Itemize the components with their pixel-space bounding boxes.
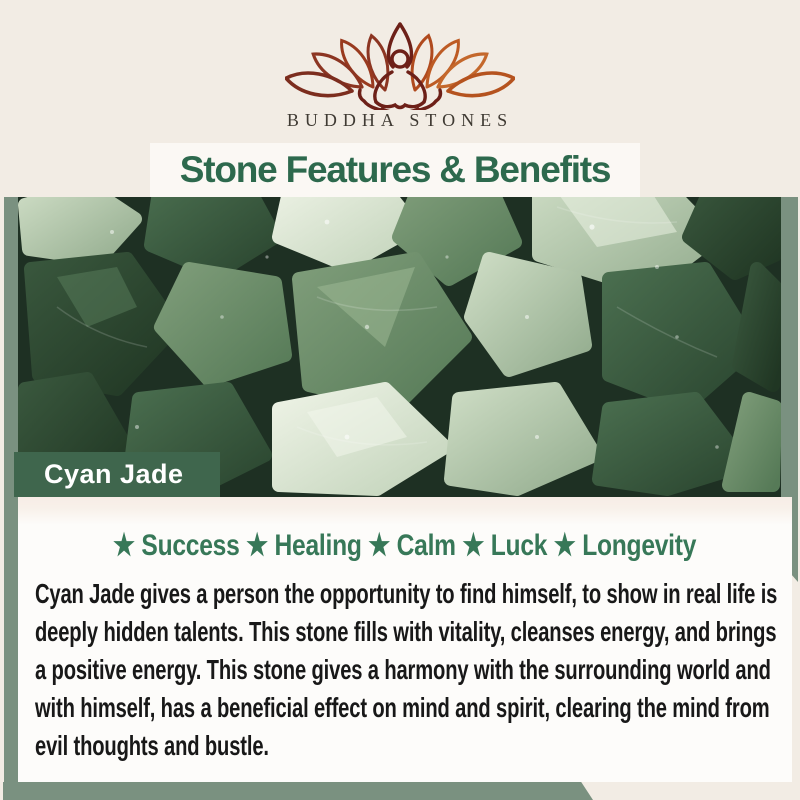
product-description-text: Cyan Jade gives a person the opportunity to find himself, to show in real life is deeply hidden talents. This stone fills with vitality, cleanses energy, and brings a positive energy. This stone gives a harmony with the surrounding world and with himself, has a beneficial effect on mind and spirit, clearing the mind from evil thoughts and bustle. xyxy=(35,578,778,761)
brand-name: BUDDHA STONES xyxy=(286,110,514,130)
product-description xyxy=(35,575,784,765)
title-band xyxy=(150,143,640,197)
benefits-card xyxy=(18,497,792,782)
lotus-meditation-icon xyxy=(285,14,515,110)
benefit-keywords-row xyxy=(18,528,792,563)
page-title: Stone Features & Benefits xyxy=(179,149,611,190)
frame-ribbon-bottom xyxy=(3,782,593,800)
benefit-keywords-line: ★ Success ★ Healing ★ Calm ★ Luck ★ Longevity xyxy=(113,529,697,562)
product-name-badge: Cyan Jade xyxy=(14,452,220,497)
